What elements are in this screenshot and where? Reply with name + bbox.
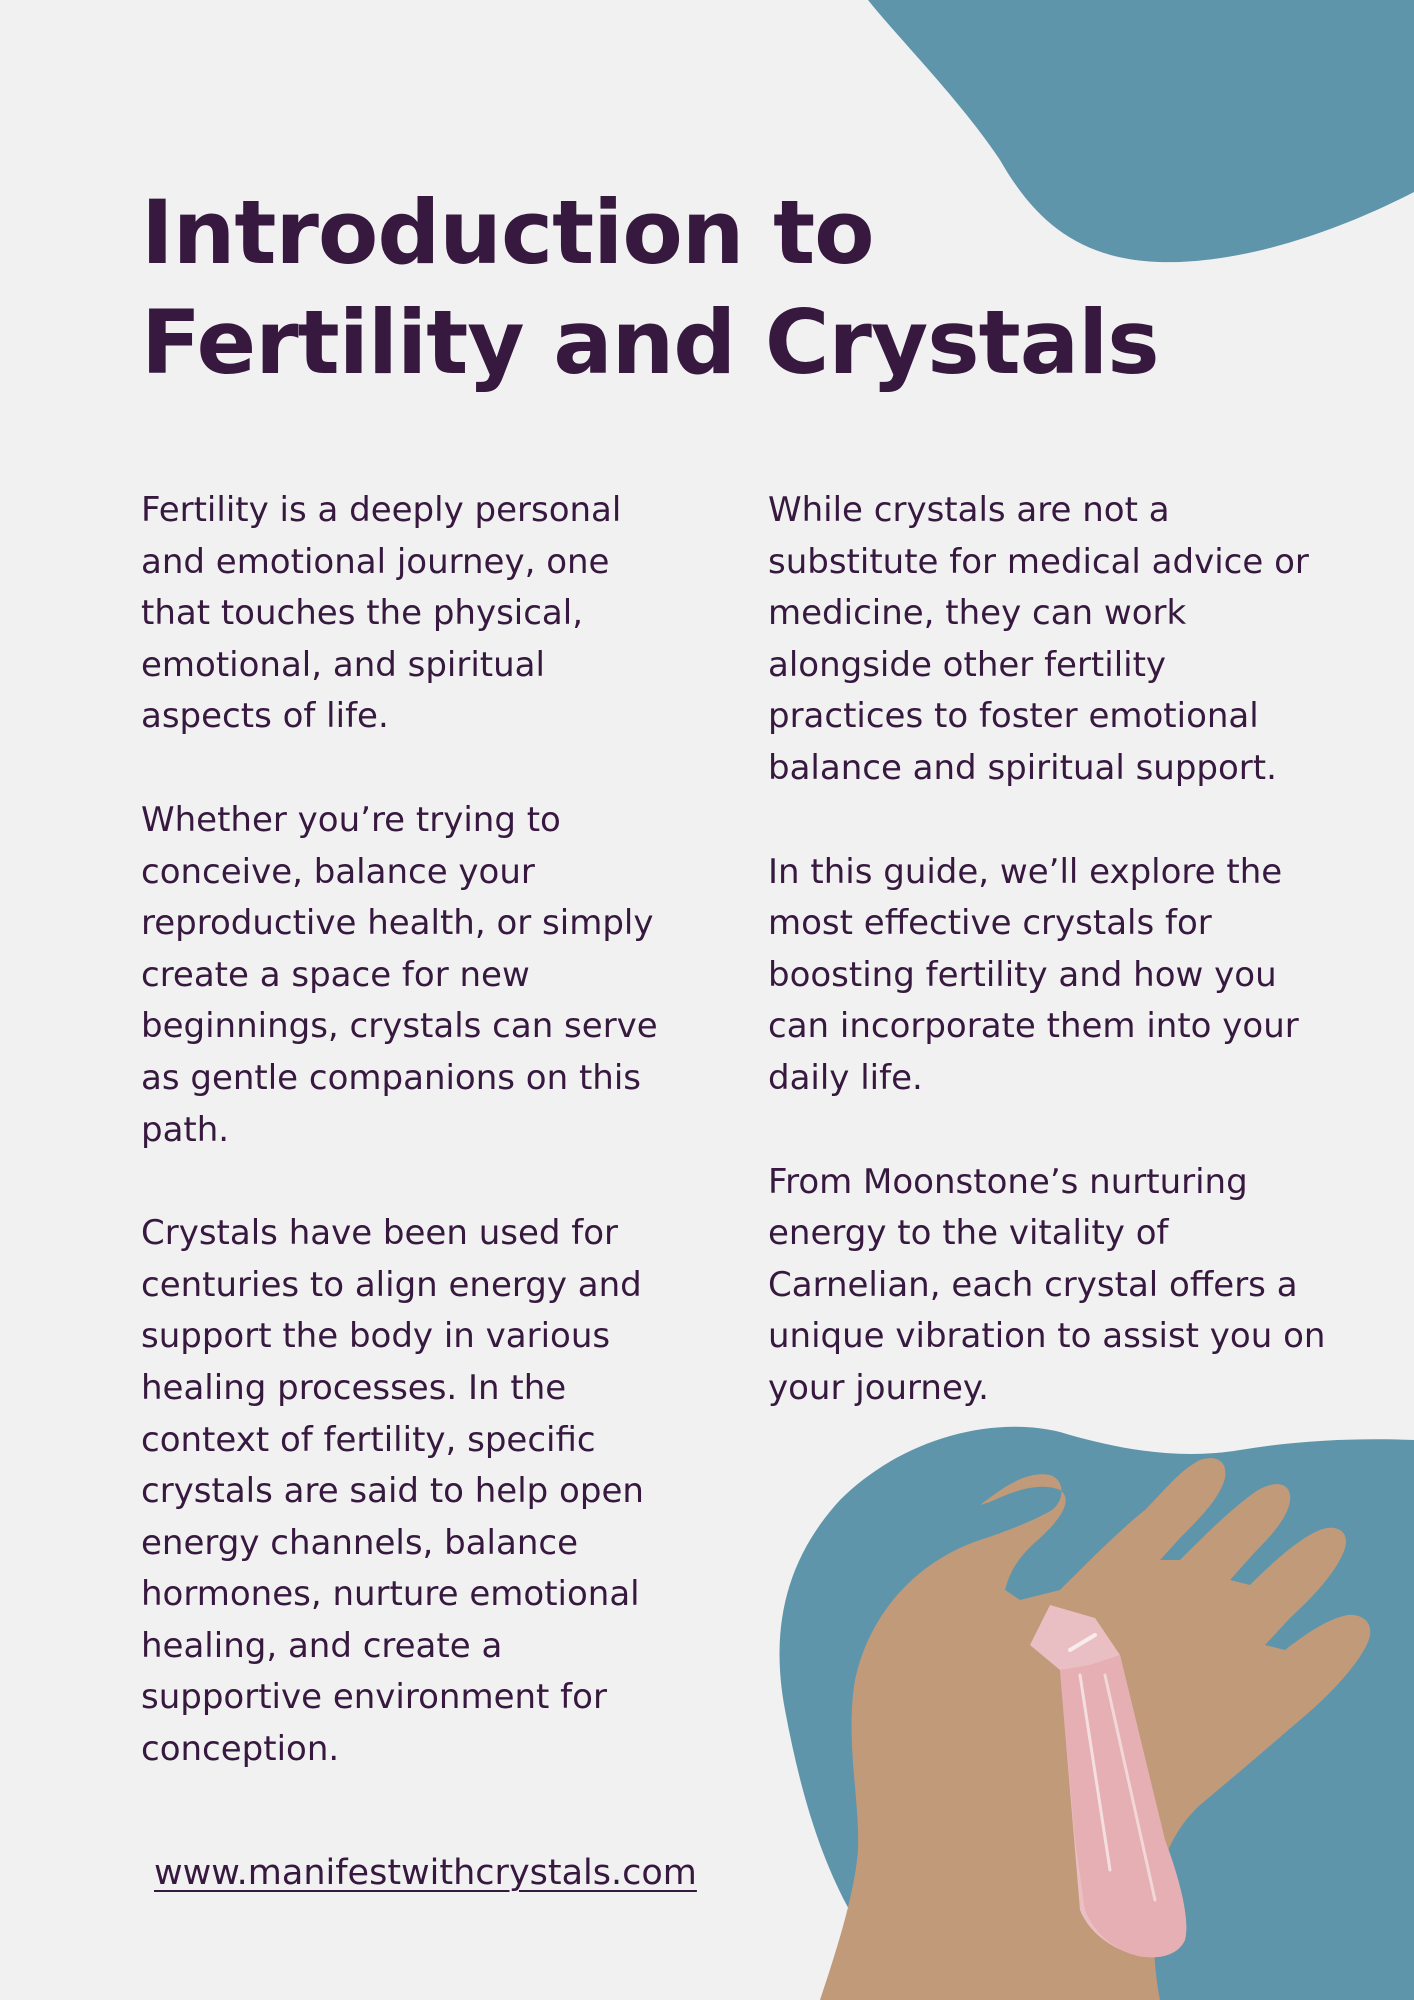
paragraph-fertility-journey: Fertility is a deeply personal and emotional journey, one that touches the physical, emotional, and spiritual aspects of life. xyxy=(141,490,622,737)
page-title xyxy=(141,178,1159,398)
right-text-column xyxy=(768,485,1328,1467)
website-link[interactable]: www.manifestwithcrystals.com xyxy=(154,1853,697,1893)
hand-holding-crystal-icon xyxy=(760,1420,1414,2000)
title-line-1: Introduction to xyxy=(141,181,874,284)
paragraph-conceive: Whether you’re trying to conceive, balance your reproductive health, or simply create a space for new beginnings, crystals can serve as gentle companions on this path. xyxy=(141,799,658,1150)
paragraph-crystals-history: Crystals have been used for centuries to align energy and support the body in various healing processes. In the context of fertility, specific crystals are said to help open energy channels, balance hormones, nurture emotional healing, and create a supportive environment for conception. xyxy=(141,1213,644,1770)
paragraph-guide-overview: In this guide, we’ll explore the most effective crystals for boosting fertility and how you can incorporate them into your daily life. xyxy=(768,851,1299,1098)
left-text-column xyxy=(141,485,681,1828)
paragraph-medical-disclaimer: While crystals are not a substitute for medical advice or medicine, they can work alongside other fertility practices to foster emotional balance and spiritual support. xyxy=(768,490,1309,788)
title-line-2: Fertility and Crystals xyxy=(141,291,1159,394)
paragraph-moonstone-carnelian: From Moonstone’s nurturing energy to the vitality of Carnelian, each crystal offers a unique vibration to assist you on your journey. xyxy=(768,1161,1326,1408)
